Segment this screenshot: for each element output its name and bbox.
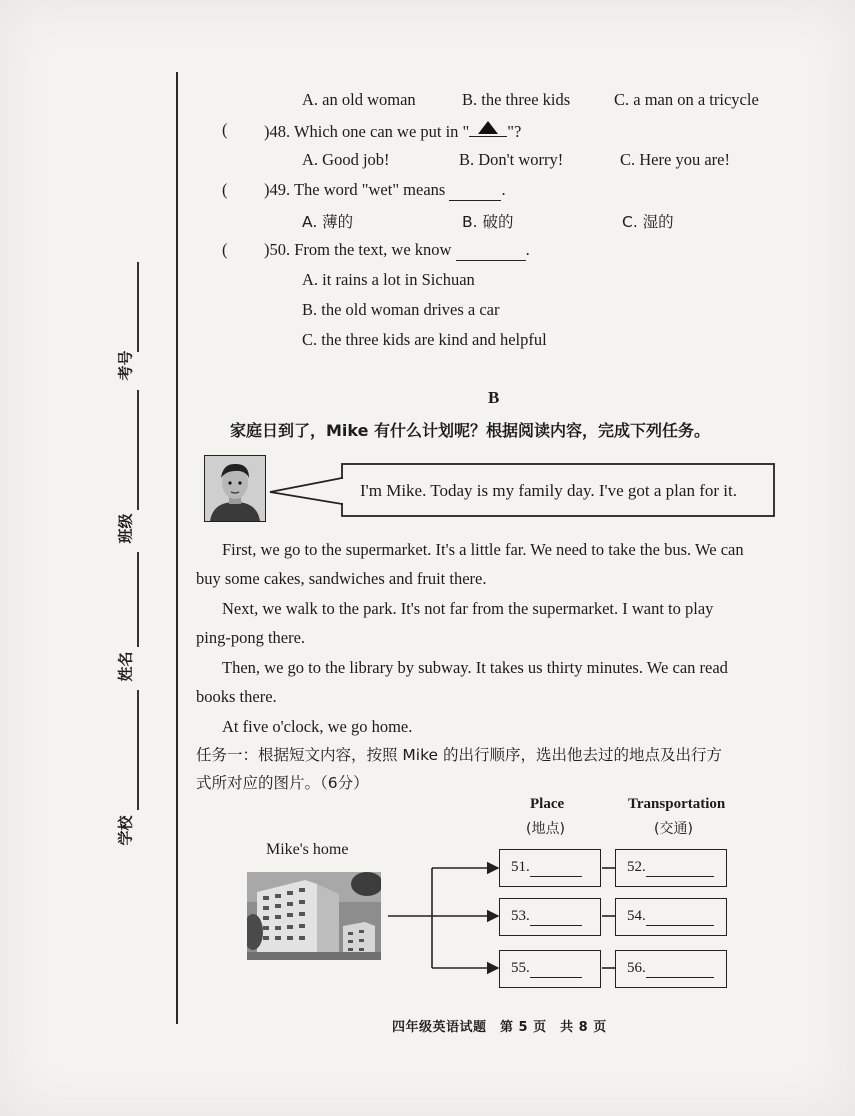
q49-question: [264, 180, 506, 201]
box-56-label: 56.: [627, 960, 646, 976]
box-54-blank: [646, 908, 714, 926]
box-55-blank: [530, 960, 582, 978]
passage-paragraph-1: [196, 535, 796, 593]
q48-option-c: C. Here you are!: [620, 150, 730, 169]
q49-blank: [449, 180, 501, 201]
exam-no-line: [137, 262, 139, 352]
passage-line: At five o'clock, we go home.: [222, 717, 413, 736]
box-51-label: 51.: [511, 859, 530, 875]
q49-stem: )49. The word "wet" means: [264, 180, 446, 199]
passage-paragraph-2: [196, 594, 796, 652]
q48-answer-paren: (: [222, 120, 228, 139]
name-line: [137, 552, 139, 647]
q48-question: [264, 120, 521, 142]
q48-stem: )48. Which one can we put in ": [264, 122, 470, 141]
class-line: [137, 390, 139, 510]
q49-option-b: B. 破的: [462, 213, 514, 231]
box-51-blank: [530, 859, 582, 877]
answer-box-51[interactable]: [499, 849, 601, 887]
answer-box-56[interactable]: [615, 950, 727, 988]
exam-no-label: 考号: [116, 350, 135, 381]
answer-box-55[interactable]: [499, 950, 601, 988]
q50-option-a: A. it rains a lot in Sichuan: [302, 270, 475, 289]
passage-line: books there.: [196, 687, 277, 706]
place-header: Place: [530, 796, 565, 812]
home-label: Mike's home: [266, 841, 349, 858]
task1-line-2: 式所对应的图片。（6分）: [196, 774, 369, 792]
passage-line: ping-pong there.: [196, 628, 306, 647]
q48-option-a: A. Good job!: [302, 150, 390, 169]
school-label: 学校: [116, 815, 135, 846]
q50-answer-paren: (: [222, 240, 228, 259]
q49-answer-paren: (: [222, 180, 228, 199]
q49-option-c: C. 湿的: [622, 213, 674, 231]
q50-question: [264, 240, 530, 261]
q48-option-b: B. Don't worry!: [459, 150, 564, 169]
answer-box-52[interactable]: [615, 849, 727, 887]
answer-box-54[interactable]: [615, 898, 727, 936]
home-photo: [247, 872, 381, 960]
q47-option-c: C. a man on a tricycle: [614, 90, 759, 109]
box-56-blank: [646, 960, 714, 978]
q50-end: .: [525, 240, 530, 259]
class-label: 班级: [116, 513, 135, 544]
box-52-blank: [646, 859, 714, 877]
speech-text: I'm Mike. Today is my family day. I've got a plan for it.: [360, 481, 737, 500]
binding-line: [176, 72, 178, 1024]
box-54-label: 54.: [627, 908, 646, 924]
q48-blank: [469, 120, 507, 137]
apartment-building-icon: [247, 872, 381, 960]
q50-blank: [456, 240, 526, 261]
passage-line: Then, we go to the library by subway. It takes us thirty minutes. We can read: [222, 658, 728, 677]
passage-paragraph-3: [196, 653, 796, 711]
mike-portrait: [204, 455, 266, 522]
q49-option-a: A. 薄的: [302, 213, 354, 231]
box-55-label: 55.: [511, 960, 530, 976]
passage-paragraph-4: [196, 712, 796, 741]
q47-option-b: B. the three kids: [462, 90, 571, 109]
triangle-icon: [469, 120, 507, 136]
q50-option-c: C. the three kids are kind and helpful: [302, 330, 547, 349]
box-53-blank: [530, 908, 582, 926]
task1-line-1: 任务一：根据短文内容，按照 Mike 的出行顺序，选出他去过的地点及出行方: [196, 746, 722, 764]
q48-stem-end: "?: [507, 122, 522, 141]
passage-line: Next, we walk to the park. It's not far from the supermarket. I want to play: [222, 599, 714, 618]
box-53-label: 53.: [511, 908, 530, 924]
q50-stem: )50. From the text, we know: [264, 240, 452, 259]
page-footer: 四年级英语试题 第 5 页 共 8 页: [392, 1020, 607, 1035]
transport-header-zh: (交通): [654, 821, 693, 837]
answer-box-53[interactable]: [499, 898, 601, 936]
box-52-label: 52.: [627, 859, 646, 875]
q47-option-a: A. an old woman: [302, 90, 416, 109]
section-b-heading: B: [488, 388, 500, 407]
name-label: 姓名: [116, 651, 135, 682]
passage-line: First, we go to the supermarket. It's a little far. We need to take the bus. We can: [222, 540, 744, 559]
school-line: [137, 690, 139, 810]
transport-header: Transportation: [628, 796, 726, 812]
place-header-zh: (地点): [526, 821, 565, 837]
boy-portrait-icon: [205, 456, 265, 521]
q49-end: .: [501, 180, 506, 199]
q50-option-b: B. the old woman drives a car: [302, 300, 500, 319]
section-b-instruction: 家庭日到了，Mike 有什么计划呢？根据阅读内容，完成下列任务。: [230, 421, 711, 440]
passage-line: buy some cakes, sandwiches and fruit there.: [196, 569, 487, 588]
